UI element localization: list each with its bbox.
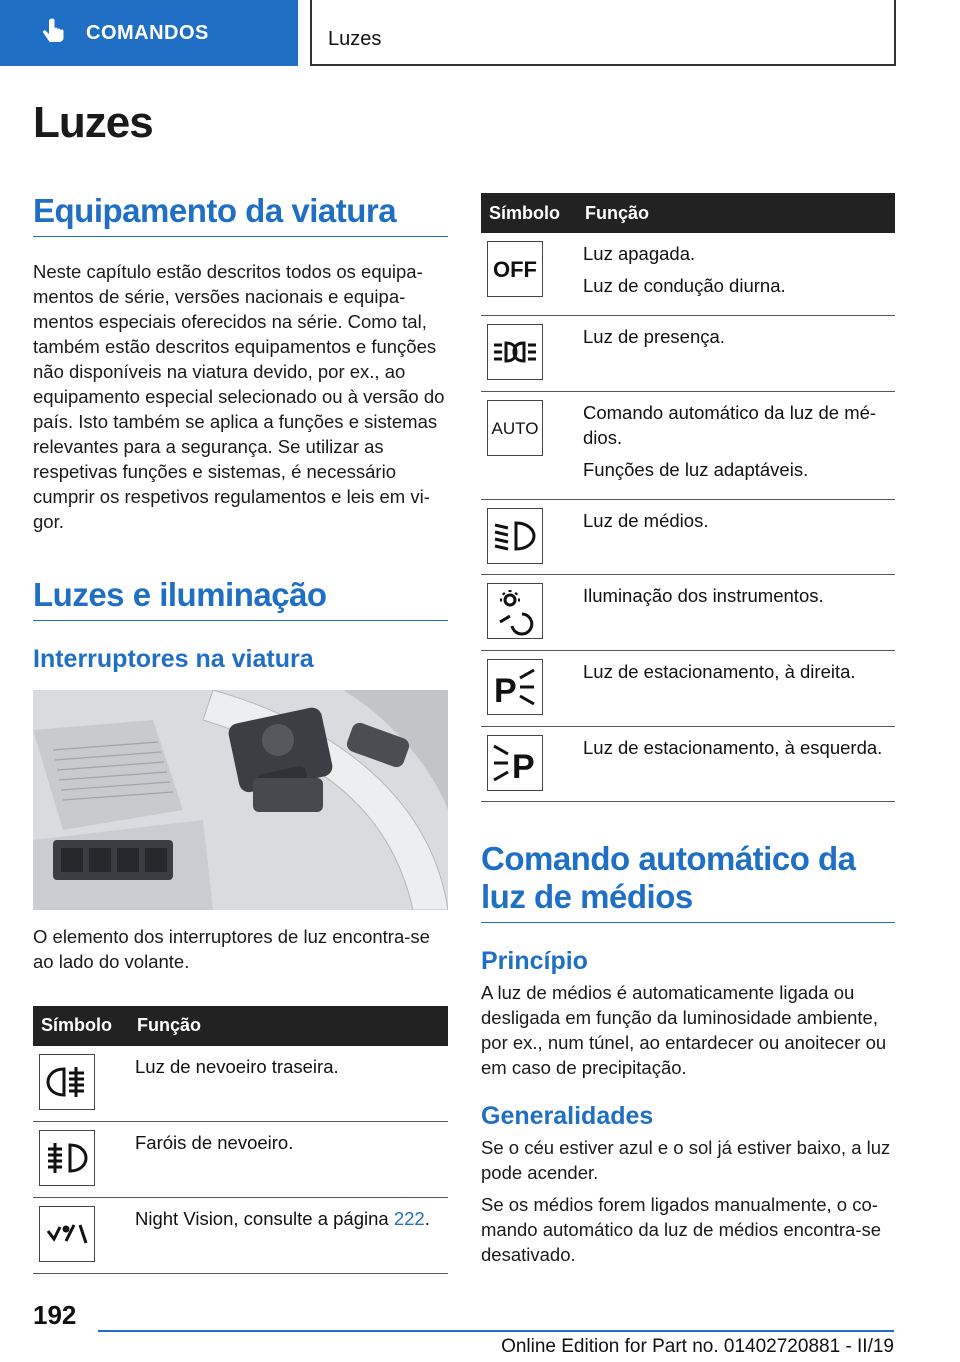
edition-note: Online Edition for Part no. 01402720881 - II/19 xyxy=(501,1336,894,1357)
auto-icon xyxy=(487,400,543,456)
breadcrumb: Luzes xyxy=(310,0,896,66)
hand-pointer-icon xyxy=(40,18,66,48)
col-symbol: Símbolo xyxy=(33,1006,129,1046)
low-beam-icon xyxy=(487,508,543,564)
function-text: Luz apagada. xyxy=(583,243,696,264)
heading-switches: Interruptores na viatura xyxy=(33,644,314,673)
function-text: Luz de médios. xyxy=(583,510,709,531)
table-row xyxy=(481,392,895,500)
left-column xyxy=(33,192,448,1274)
off-icon-text: OFF xyxy=(493,256,537,282)
symbol-table-right xyxy=(481,193,895,802)
paragraph-principle: A luz de médios é automaticamente ligada ou desligada em função da luminosidade ambiente, por ex., num túnel, ao entardecer ou anoitecer ou em caso de precipitação. xyxy=(481,981,887,1078)
col-symbol: Símbolo xyxy=(481,193,577,233)
function-text xyxy=(135,1206,442,1231)
page-number: 192 xyxy=(33,1300,77,1330)
svg-text:P: P xyxy=(512,748,535,786)
symbol-table-left xyxy=(33,1006,448,1275)
heading-equipment: Equipamento da viatura xyxy=(33,192,448,237)
steering-switch-photo xyxy=(33,690,448,910)
parking-left-icon xyxy=(487,735,543,791)
right-column xyxy=(481,193,895,1267)
heading-auto-low-beam: Comando automático da luz de médios xyxy=(481,840,895,923)
function-text: Luz de nevoeiro traseira. xyxy=(135,1055,339,1077)
paragraph-general-1: Se o céu estiver azul e o sol já estiver baixo, a luz pode acender. xyxy=(481,1136,891,1183)
col-function: Função xyxy=(577,193,895,233)
function-text: Faróis de nevoeiro. xyxy=(135,1132,294,1154)
table-row xyxy=(481,233,895,316)
function-text: Luz de estacionamento, à esquerda. xyxy=(583,737,883,758)
table-row xyxy=(481,575,895,651)
table-row xyxy=(33,1198,448,1274)
instrument-lighting-icon xyxy=(487,583,543,639)
function-text: Iluminação dos instrumentos. xyxy=(583,585,824,606)
table-row xyxy=(33,1046,448,1122)
heading-principle: Princípio xyxy=(481,946,588,975)
heading-lights: Luzes e iluminação xyxy=(33,576,448,621)
section-label: COMANDOS xyxy=(86,21,209,44)
table-row xyxy=(481,651,895,727)
table-row xyxy=(481,727,895,802)
rear-fog-light-icon xyxy=(39,1054,95,1110)
section-tab[interactable] xyxy=(0,0,298,66)
table-row xyxy=(481,500,895,575)
function-text: Funções de luz adaptáveis. xyxy=(583,459,809,480)
night-vision-icon xyxy=(39,1206,95,1262)
punct: . xyxy=(424,1208,430,1230)
parking-right-icon xyxy=(487,659,543,715)
paragraph-switches: O elemento dos interruptores de luz encontra-se ao lado do volante. xyxy=(33,925,430,972)
function-text: Comando automático da luz de médios. xyxy=(583,402,877,448)
auto-icon-text: AUTO xyxy=(491,418,539,438)
heading-general: Generalidades xyxy=(481,1101,654,1130)
table-row xyxy=(481,316,895,392)
parking-light-icon xyxy=(487,324,543,380)
off-icon xyxy=(487,241,543,297)
svg-text:P: P xyxy=(494,672,517,710)
function-text: Luz de estacionamento, à direita. xyxy=(583,661,856,682)
paragraph-general-2: Se os médios forem ligados manualmente, o comando automático da luz de médios encontra-se desativado. xyxy=(481,1193,882,1265)
function-text: Luz de presença. xyxy=(583,326,725,347)
table-row xyxy=(33,1122,448,1198)
paragraph-equipment: Neste capítulo estão descritos todos os equipamentos de série, versões nacionais e equipamentos especiais oferecidos na série. Como tal, também estão descritos equipamentos e funções não disponíveis na viatura devido, por ex., ao equipamento especial selecionado ou à versão do país. Isto também se aplica a funções e sistemas relevantes para a segurança. Se utilizar as respetivas funções e sistemas, é necessário cumprir os respetivos regulamentos e leis em vigor. xyxy=(33,260,445,532)
page-link[interactable]: 222 xyxy=(393,1208,425,1230)
col-function: Função xyxy=(129,1006,448,1046)
night-vision-text: Night Vision, consulte a página xyxy=(135,1208,394,1230)
function-text: Luz de condução diurna. xyxy=(583,275,786,296)
front-fog-light-icon xyxy=(39,1130,95,1186)
footer-divider xyxy=(98,1330,894,1332)
page-title: Luzes xyxy=(33,98,153,147)
